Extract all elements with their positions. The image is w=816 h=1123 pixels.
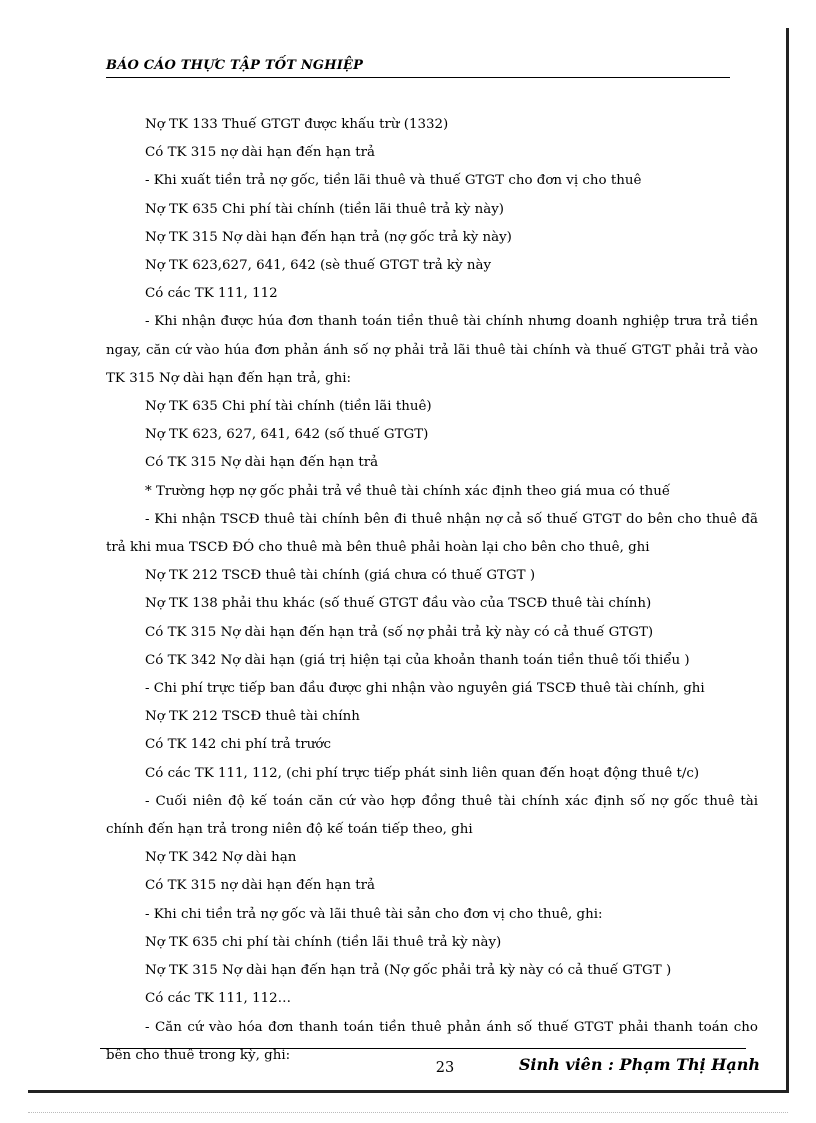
report-header: BÁO CÁO THỰC TẬP TỐT NGHIỆP xyxy=(106,58,364,73)
student-name: Sinh viên : Phạm Thị Hạnh xyxy=(518,1055,760,1074)
paragraph: Nợ TK 635 Chi phí tài chính (tiền lãi thuê) xyxy=(145,399,432,415)
paragraph: Nợ TK 133 Thuế GTGT được khấu trừ (1332) xyxy=(145,117,449,132)
paragraph: Có các TK 111, 112, (chi phí trực tiếp phát sinh liên quan đến hoạt động thuê t/c) xyxy=(145,765,700,781)
paragraph: Nợ TK 315 Nợ dài hạn đến hạn trả (nợ gốc trả kỳ này) xyxy=(145,229,512,245)
paragraph: Nợ TK 635 chi phí tài chính (tiền lãi thuê trả kỳ này) xyxy=(145,934,502,950)
paragraph: Nợ TK 635 Chi phí tài chính (tiền lãi thuê trả kỳ này) xyxy=(145,201,504,217)
page-number: 23 xyxy=(435,1060,455,1076)
paragraph: Có TK 142 chi phí trả trước xyxy=(145,737,331,753)
paragraph: - Khi nhận TSCĐ thuê tài chính bên đi thuê nhận nợ cả số thuế GTGT do bên cho thuê đã trả khi mua TSCĐ ĐÓ cho thuê mà bên thuê phải hoàn lại cho bên cho thuê, ghi xyxy=(106,511,758,556)
paragraph: Nợ TK 623, 627, 641, 642 (số thuế GTGT) xyxy=(145,427,429,443)
paragraph: Có TK 315 Nợ dài hạn đến hạn trả (số nợ phải trả kỳ này có cả thuế GTGT) xyxy=(145,624,654,640)
paragraph: Nợ TK 212 TSCĐ thuê tài chính (giá chưa có thuế GTGT ) xyxy=(145,568,536,584)
paragraph: - Cuối niên độ kế toán căn cứ vào hợp đồng thuê tài chính xác định số nợ gốc thuê tài chính đến hạn trả trong niên độ kế toán tiếp theo, ghi xyxy=(106,793,758,838)
paragraph: Có TK 315 nợ dài hạn đến hạn trả xyxy=(145,878,376,894)
page-bottom-edge xyxy=(28,1112,788,1113)
paragraph: - Khi xuất tiền trả nợ gốc, tiền lãi thuê và thuế GTGT cho đơn vị cho thuê xyxy=(145,173,642,189)
paragraph: Nợ TK 342 Nợ dài hạn xyxy=(145,850,297,866)
paragraph: Nợ TK 138 phải thu khác (số thuế GTGT đầu vào của TSCĐ thuê tài chính) xyxy=(145,596,652,612)
paragraph: - Khi chi tiền trả nợ gốc và lãi thuê tài sản cho đơn vị cho thuê, ghi: xyxy=(145,906,603,922)
paragraph: * Trường hợp nợ gốc phải trả về thuê tài chính xác định theo giá mua có thuế xyxy=(145,483,671,499)
document-body xyxy=(106,111,758,1070)
paragraph: Nợ TK 623,627, 641, 642 (sè thuế GTGT trả kỳ này xyxy=(145,258,492,274)
paragraph: Có các TK 111, 112… xyxy=(145,991,292,1007)
paragraph: Có TK 342 Nợ dài hạn (giá trị hiện tại của khoản thanh toán tiền thuê tối thiểu ) xyxy=(145,652,690,668)
paragraph: Có TK 315 nợ dài hạn đến hạn trả xyxy=(145,145,376,161)
header-rule xyxy=(106,77,730,78)
paragraph: - Khi nhận được húa đơn thanh toán tiền thuê tài chính nhưng doanh nghiệp trưa trả tiền ngay, căn cứ vào húa đơn phản ánh số nợ phải trả lãi thuê tài chính và thuế GTGT phải trả vào TK 315 Nợ dài hạn đến hạn trả, ghi: xyxy=(106,314,758,386)
paragraph: Có các TK 111, 112 xyxy=(145,286,278,302)
paragraph: Nợ TK 212 TSCĐ thuê tài chính xyxy=(145,709,360,725)
footer-rule xyxy=(100,1048,746,1049)
paragraph: - Căn cứ vào hóa đơn thanh toán tiền thuê phản ánh số thuế GTGT phải thanh toán cho bên cho thuê trong kỳ, ghi: xyxy=(106,1019,758,1063)
paragraph: - Chi phí trực tiếp ban đầu được ghi nhận vào nguyên giá TSCĐ thuê tài chính, ghi xyxy=(145,681,705,697)
paragraph: Có TK 315 Nợ dài hạn đến hạn trả xyxy=(145,455,379,471)
paragraph: Nợ TK 315 Nợ dài hạn đến hạn trả (Nợ gốc phải trả kỳ này có cả thuế GTGT ) xyxy=(145,963,672,979)
